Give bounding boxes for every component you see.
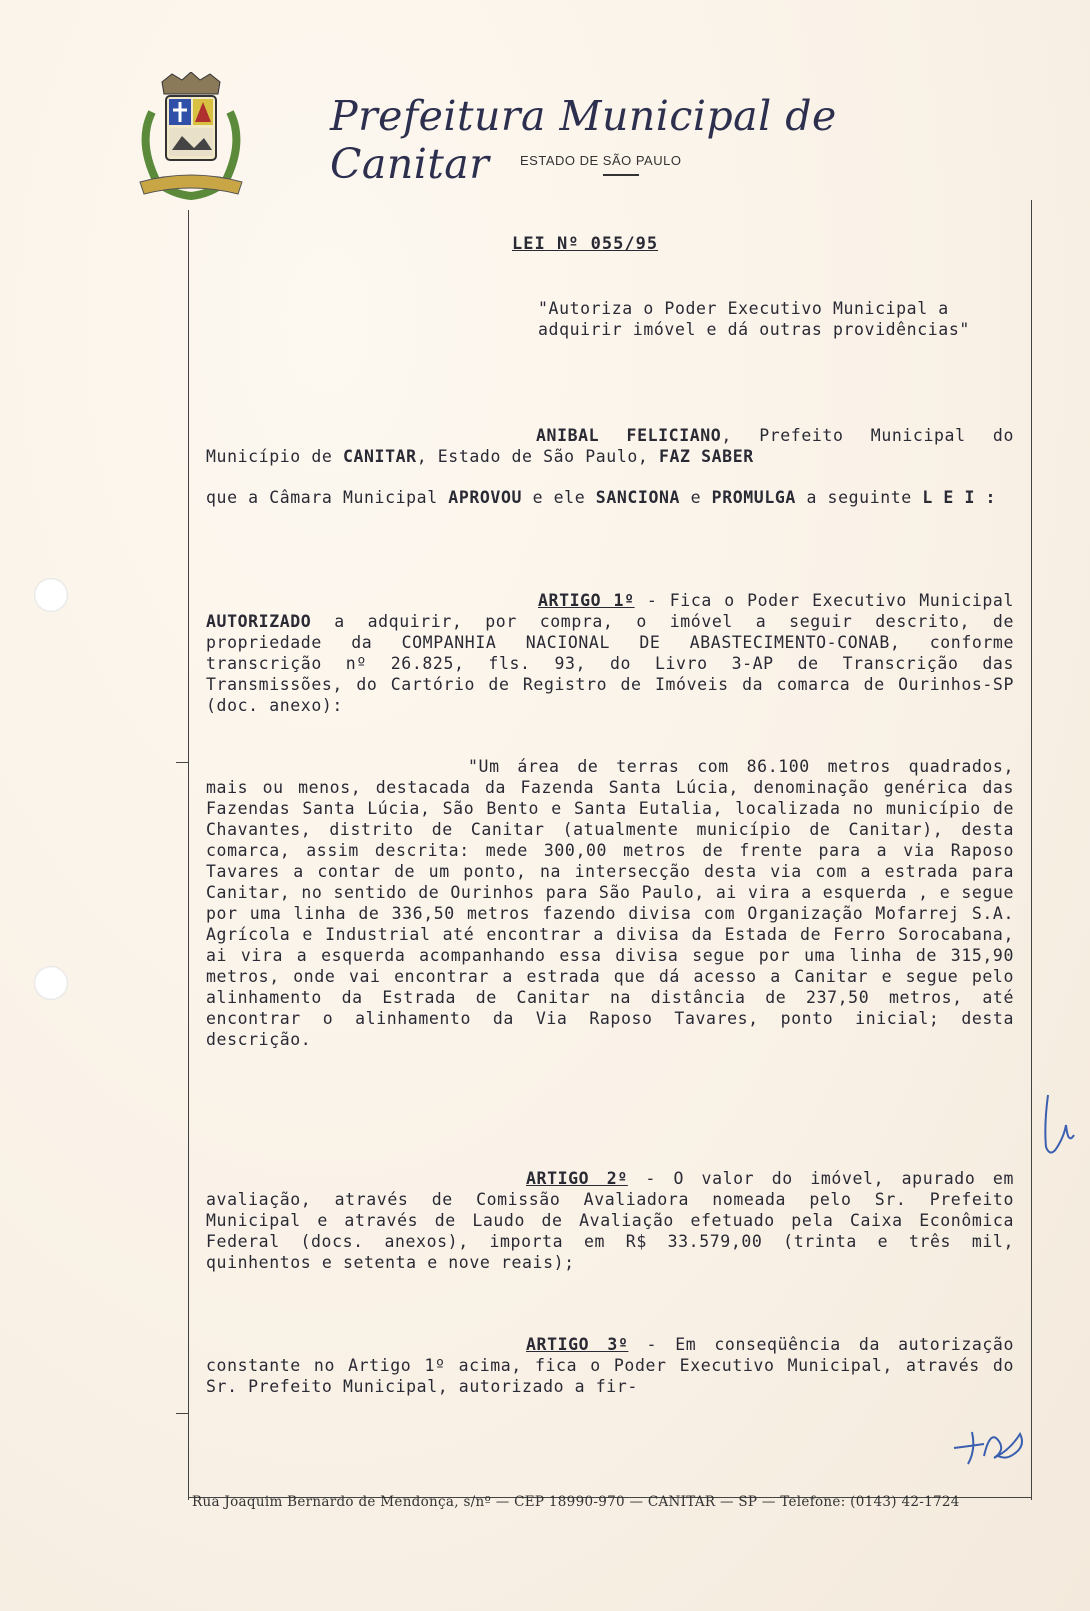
- fold-mark: [176, 1413, 188, 1414]
- frame-right-border: [1031, 200, 1032, 1500]
- artigo-1-label: ARTIGO 1º: [538, 591, 635, 610]
- law-ementa: "Autoriza o Poder Executivo Municipal a adquirir imóvel e dá outras providências": [538, 299, 970, 339]
- artigo-3-text: - Em conseqüência da autorização constante no Artigo 1º acima, fica o Poder Executivo Municipal, através do Sr. Prefeito Municipal, autorizado a fir-: [206, 1335, 1014, 1396]
- punch-hole: [34, 966, 68, 1000]
- faz-saber: FAZ SABER: [658, 447, 754, 466]
- artigo-1-text: - Fica o Poder Executivo Municipal: [634, 591, 1014, 610]
- preamble-text: e: [680, 488, 712, 507]
- artigo-3-paragraph: [206, 1334, 1014, 1397]
- rubric-signature: [950, 1420, 1030, 1470]
- margin-initial-signature: [1040, 1085, 1076, 1165]
- artigo-2-paragraph: [206, 1168, 1014, 1273]
- promulga: PROMULGA: [711, 488, 796, 507]
- law-title: LEI Nº 055/95: [512, 234, 659, 254]
- fold-mark: [176, 762, 188, 763]
- artigo-1-text: a adquirir, por compra, o imóvel a seguir descrito, de propriedade da COMPANHIA NACIONAL DE ABASTECIMENTO-CONAB, conforme transcrição nº 26.825, fls. 93, do Livro 3-AP de Transcrição das Transmissões, do Cartório de Registro de Imóveis da comarca de Ourinhos-SP (doc. anexo):: [206, 612, 1014, 715]
- property-description: "Um área de terras com 86.100 metros quadrados, mais ou menos, destacada da Fazenda Santa Lúcia, denominação genérica das Fazendas Santa Lúcia, São Bento e Santa Eutalia, localizada no município de Chavantes, distrito de Canitar (atualmente município de Canitar), desta comarca, assim descrita: mede 300,00 metros de frente para a via Raposo Tavares a contar de um ponto, na intersecção desta via com a estrada para Canitar, no sentido de Ourinhos para São Paulo, ai vira a esquerda , e segue por uma linha de 336,50 metros fazendo divisa com Organização Mofarrej S.A. Agrícola e Industrial até encontrar a divisa da Estada de Ferro Sorocabana, ai vira a esquerda acompanhando essa divisa segue por uma linha de 315,90 metros, onde vai encontrar a estrada que dá acesso a Canitar e segue pelo alinhamento da Estrada de Canitar na distância de 237,50 metros, até encontrar o alinhamento da Via Raposo Tavares, ponto inicial; desta descrição.: [206, 757, 1014, 1049]
- frame-left-border: [188, 210, 189, 1500]
- artigo-1-quote: [206, 756, 1014, 1050]
- preamble-text: que a Câmara Municipal: [206, 488, 449, 507]
- footer-address: Rua Joaquim Bernardo de Mendonça, s/nº — CEP 18990-970 — CANITAR — SP — Telefone: (0143) 42-1724: [192, 1494, 960, 1510]
- autorizado: AUTORIZADO: [206, 612, 312, 631]
- preamble-paragraph: [206, 425, 1014, 467]
- artigo-1-paragraph: [206, 590, 1014, 716]
- header-subtitle: ESTADO DE SÃO PAULO: [520, 153, 682, 168]
- preamble-text: a seguinte: [795, 488, 923, 507]
- preamble-paragraph-2: [206, 487, 1014, 508]
- artigo-2-text: - O valor do imóvel, apurado em avaliação, através de Comissão Avaliadora nomeada pelo Sr. Prefeito Municipal e através de Laudo de Avaliação efetuado pela Caixa Econômica Federal (docs. anexos), importa em R$ 33.579,00 (trinta e três mil, quinhentos e setenta e nove reais);: [206, 1169, 1014, 1272]
- header-title: Prefeitura Municipal de Canitar: [330, 92, 837, 188]
- mayor-name: ANIBAL FELICIANO: [536, 426, 722, 445]
- artigo-3-label: ARTIGO 3º: [526, 1335, 629, 1354]
- preamble-text: , Estado de São Paulo,: [416, 447, 659, 466]
- municipal-crest-icon: [132, 72, 250, 202]
- artigo-2-label: ARTIGO 2º: [526, 1169, 628, 1188]
- aprovou: APROVOU: [448, 488, 523, 507]
- sanciona: SANCIONA: [595, 488, 681, 507]
- preamble-text: e ele: [522, 488, 596, 507]
- preamble-text: , Prefeito Municipal do Município de: [206, 426, 1015, 466]
- header-underline: [603, 174, 639, 176]
- lei-label: L E I :: [922, 488, 997, 507]
- punch-hole: [34, 578, 68, 612]
- city-name: CANITAR: [342, 447, 417, 466]
